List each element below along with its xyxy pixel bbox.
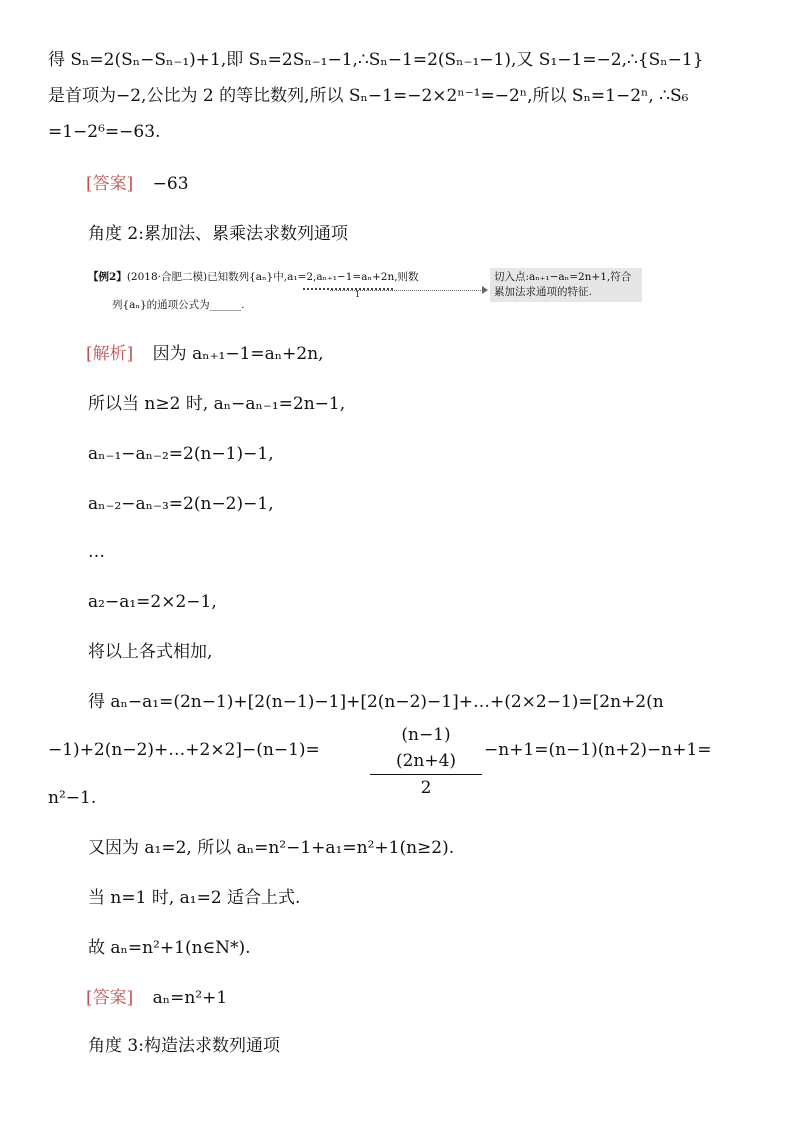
example-label: 【例2】 xyxy=(88,271,127,283)
analysis-line: aₙ₋₁−aₙ₋₂=2(n−1)−1, xyxy=(88,444,274,464)
text-line: 是首项为−2,公比为 2 的等比数列,所以 Sₙ−1=−2×2ⁿ⁻¹=−2ⁿ,所以 Sₙ=1−2ⁿ, ∴S₆ xyxy=(48,86,689,106)
hint-line-1: 切入点:aₙ₊₁−aₙ=2n+1,符合 xyxy=(494,271,632,283)
analysis-tag: [解析] xyxy=(86,344,134,364)
answer-line xyxy=(86,986,227,1010)
example-text: (2018·合肥二模)已知数列{aₙ}中,a₁=2,aₙ₊₁−1=aₙ+2n,则数 xyxy=(126,271,419,283)
example-line-2: 列{aₙ}的通项公式为______. xyxy=(112,299,245,311)
analysis-line: aₙ₋₂−aₙ₋₃=2(n−2)−1, xyxy=(88,494,274,514)
hint-line-2: 累加法求通项的特征. xyxy=(494,286,592,298)
analysis-line: −n+1=(n−1)(n+2)−n+1= xyxy=(484,740,712,760)
answer-value: aₙ=n²+1 xyxy=(152,988,228,1008)
analysis-text: 因为 aₙ₊₁−1=aₙ+2n, xyxy=(152,344,324,364)
analysis-line: 所以当 n≥2 时, aₙ−aₙ₋₁=2n−1, xyxy=(88,394,346,414)
answer-tag: [答案] xyxy=(86,174,134,194)
analysis-line: 当 n=1 时, a₁=2 适合上式. xyxy=(88,888,301,908)
section-heading: 角度 2:累加法、累乘法求数列通项 xyxy=(88,224,348,244)
text-line: 得 Sₙ=2(Sₙ−Sₙ₋₁)+1,即 Sₙ=2Sₙ₋₁−1,∴Sₙ−1=2(Sₙ₋₁−1),又 S₁−1=−2,∴{Sₙ−1} xyxy=(48,50,704,70)
analysis-line: n²−1. xyxy=(48,788,97,808)
answer-value: −63 xyxy=(152,174,189,194)
dotted-leader xyxy=(330,290,485,291)
hint-box xyxy=(490,268,642,302)
marker-number: 1 xyxy=(355,290,361,299)
answer-line xyxy=(86,172,189,196)
analysis-first-line xyxy=(86,342,324,366)
example-line-1 xyxy=(88,270,419,284)
section-heading: 角度 3:构造法求数列通项 xyxy=(88,1036,280,1056)
fraction xyxy=(370,722,482,801)
arrow-icon xyxy=(482,286,488,294)
analysis-line: 得 aₙ−a₁=(2n−1)+[2(n−1)−1]+[2(n−2)−1]+…+(2×2−1)=[2n+2(n xyxy=(88,692,664,712)
fraction-numerator: (n−1)(2n+4) xyxy=(370,722,482,775)
analysis-line: a₂−a₁=2×2−1, xyxy=(88,592,217,612)
analysis-line: 故 aₙ=n²+1(n∈N*). xyxy=(88,938,251,958)
analysis-line: 将以上各式相加, xyxy=(88,642,213,662)
analysis-line: −1)+2(n−2)+…+2×2]−(n−1)= xyxy=(48,740,320,760)
analysis-line: … xyxy=(88,542,105,562)
fraction-denominator: 2 xyxy=(420,778,432,798)
analysis-line: 又因为 a₁=2, 所以 aₙ=n²−1+a₁=n²+1(n≥2). xyxy=(88,838,455,858)
answer-tag: [答案] xyxy=(86,988,134,1008)
text-line: =1−2⁶=−63. xyxy=(48,122,161,142)
